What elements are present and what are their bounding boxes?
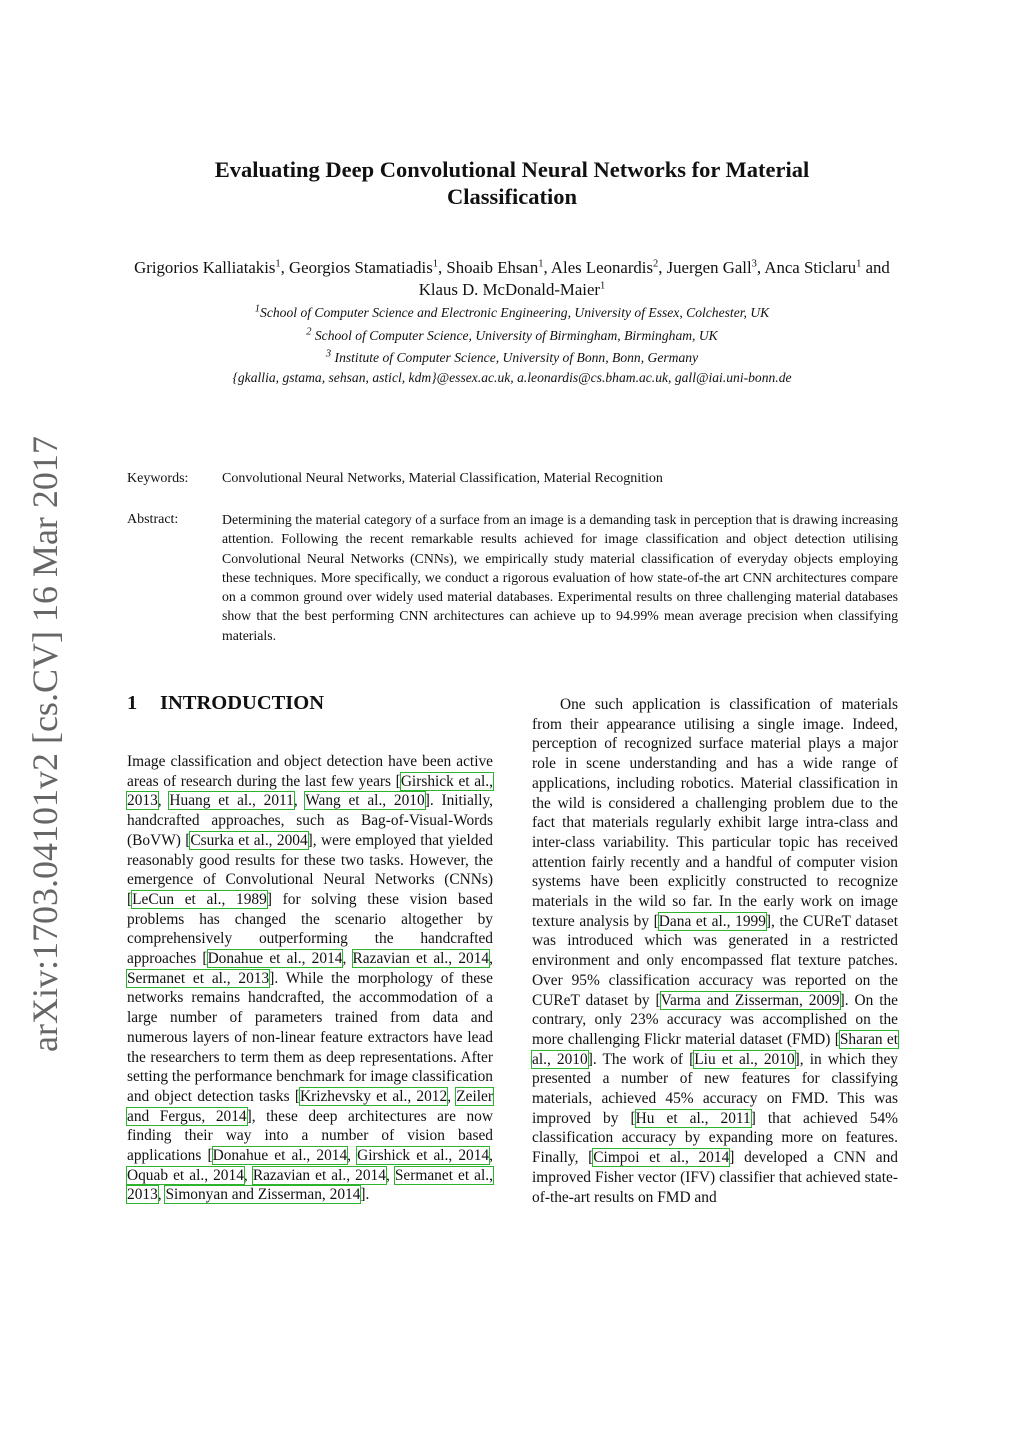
text-run: Image classification and object detection have been active areas of research during the last few years [: [127, 753, 493, 790]
author-name: , Anca Sticlaru: [756, 258, 857, 277]
text-run: ,: [385, 1166, 395, 1184]
author-name: , Ales Leonardis: [543, 258, 653, 277]
citation-link[interactable]: Girshick et al., 2013: [127, 772, 493, 810]
affiliation-2: [118, 327, 906, 345]
text-run: ], in which they presented a number of new features for classifying materials, achieved 45% accuracy on FMD. This was improved by [: [532, 1050, 898, 1127]
citation-link[interactable]: Wang et al., 2010: [305, 792, 425, 810]
citation-link[interactable]: Donahue et al., 2014: [207, 950, 343, 968]
paragraph: [127, 752, 493, 1205]
affiliation-text: School of Computer Science, University of Birmingham, Birmingham, UK: [311, 328, 718, 343]
citation-link[interactable]: Liu et al., 2010: [694, 1050, 795, 1068]
text-run: ,: [342, 950, 353, 968]
intro-column-left: [127, 724, 493, 1205]
text-run: ,: [243, 1166, 253, 1184]
citation-link[interactable]: Cimpoi et al., 2014: [593, 1149, 730, 1167]
text-run: ] that achieved 54% classification accuracy by expanding more on features. Finally, [: [532, 1109, 898, 1167]
author-affiliation-mark: 1: [432, 258, 438, 270]
affiliation-mark: 3: [325, 348, 332, 360]
text-run: ,: [489, 1147, 493, 1165]
citation-link[interactable]: Csurka et al., 2004: [190, 831, 308, 849]
citation-link[interactable]: Zeiler and Fergus, 2014: [127, 1087, 494, 1125]
abstract-label: Abstract:: [127, 512, 179, 527]
citation-link[interactable]: Dana et al., 1999: [658, 912, 766, 930]
text-run: ], the CUReT dataset was introduced which was generated in a restricted environment and only encompassed flat texture patches. Over 95% classification accuracy was reported on the CUReT dataset by [: [532, 912, 898, 1009]
citation-link[interactable]: Krizhevsky et al., 2012: [299, 1087, 448, 1105]
affiliation-3: [118, 349, 906, 367]
author-name: Grigorios Kalliatakis: [134, 258, 276, 277]
citation-link[interactable]: Oquab et al., 2014: [127, 1166, 244, 1184]
text-run: ], these deep architectures are now finding their way into a number of vision based applications [: [127, 1107, 493, 1165]
arxiv-identifier: arXiv:1703.04101v2 [cs.CV] 16 Mar 2017: [25, 436, 65, 1052]
affiliation-mark: 1: [254, 303, 261, 315]
text-run: ,: [447, 1087, 457, 1105]
text-run: ].: [360, 1186, 370, 1204]
citation-link[interactable]: Razavian et al., 2014: [252, 1166, 386, 1184]
section-heading: [127, 690, 324, 716]
text-run: ]. While the morphology of these networks remains handcrafted, the accommodation of a large number of parameters trained from data and numerous layers of non-linear feature extractors have lead the researchers to term them as deep representations. After setting the performance benchmark for image classification and object detection tasks [: [127, 969, 493, 1105]
author-affiliation-mark: 1: [856, 258, 862, 270]
author-affiliation-mark: 1: [275, 258, 281, 270]
text-run: ] developed a CNN and improved Fisher vector (IFV) classifier that achieved state-of-the-art results on FMD and: [532, 1149, 899, 1206]
paper-title: Evaluating Deep Convolutional Neural Networks for Material Classification: [214, 157, 810, 209]
keywords-text: Convolutional Neural Networks, Material Classification, Material Recognition: [222, 471, 663, 486]
text-run: ,: [293, 792, 306, 810]
citation-link[interactable]: Varma and Zisserman, 2009: [660, 991, 840, 1009]
citation-link[interactable]: Razavian et al., 2014: [352, 950, 490, 968]
text-run: ], were employed that yielded reasonably good results for these two tasks. However, the emergence of Convolutional Neural Networks (CNNs) [: [127, 831, 493, 908]
citation-link[interactable]: Donahue et al., 2014: [212, 1147, 348, 1165]
text-run: ] for solving these vision based problems has changed the scenario altogether by comprehensively outperforming the handcrafted approaches [: [127, 890, 493, 968]
text-run: ,: [347, 1147, 358, 1165]
citation-link[interactable]: Sermanet et al., 2013: [127, 969, 270, 987]
citation-link[interactable]: Sermanet et al., 2013: [127, 1166, 493, 1204]
text-run: ]. On the contrary, only 23% accuracy was accomplished on the more challenging Flickr material dataset (FMD) [: [532, 991, 899, 1048]
abstract-text: Determining the material category of a surface from an image is a demanding task in perception that is drawing increasing attention. Following the recent remarkable results achieved for image classification and object detection utilising Convolutional Neural Networks (CNNs), we empirically study material classification of everyday objects employing these techniques. More specifically, we conduct a rigorous evaluation of how state-of-the art CNN architectures compare on a common ground over widely used material databases. Experimental results on three challenging material databases show that the best performing CNN architectures can achieve up to 94.99% mean average precision when classifying materials.: [222, 512, 898, 643]
affiliation-text: School of Computer Science and Electronic Engineering, University of Essex, Colchester, UK: [260, 305, 770, 320]
author-affiliation-mark: 2: [653, 258, 659, 270]
author-name: , Juergen Gall: [658, 258, 752, 277]
text-run: ,: [157, 1186, 166, 1204]
affiliation-text: Institute of Computer Science, University of Bonn, Bonn, Germany: [331, 350, 699, 365]
paragraph: [532, 695, 898, 1207]
citation-link[interactable]: Huang et al., 2011: [169, 792, 294, 810]
affiliation-1: [118, 304, 906, 322]
author-affiliation-mark: 1: [600, 280, 606, 292]
keywords-label: Keywords:: [127, 471, 189, 486]
citation-link[interactable]: Hu et al., 2011: [635, 1109, 751, 1127]
author-list: [118, 257, 906, 301]
author-affiliation-mark: 3: [751, 258, 757, 270]
author-name: and Klaus D. McDonald-Maier: [418, 258, 890, 299]
author-affiliation-mark: 1: [538, 258, 544, 270]
email-addresses: {gkallia, gstama, sehsan, asticl, kdm}@essex.ac.uk, a.leonardis@cs.bham.ac.uk, gall@iai.uni-bonn.de: [232, 370, 792, 385]
citation-link[interactable]: Simonyan and Zisserman, 2014: [165, 1186, 361, 1204]
citation-link[interactable]: LeCun et al., 1989: [132, 890, 267, 908]
text-run: ]. Initially, handcrafted approaches, such as Bag-of-Visual-Words (BoVW) [: [127, 792, 494, 849]
text-run: ,: [157, 792, 170, 810]
text-run: ]. The work of [: [587, 1050, 695, 1068]
citation-link[interactable]: Girshick et al., 2014: [357, 1147, 490, 1165]
citation-link[interactable]: Sharan et al., 2010: [532, 1030, 899, 1068]
section-number: 1: [127, 692, 138, 714]
text-run: One such application is classification of materials from their appearance utilising a single image. Indeed, perception of recognized surface material plays a major role in scene understanding and has a wide range of applications, including robotics. Material classification in the wild is considered a challenging problem due to the fact that materials regularly exhibit large intra-class and inter-class variability. This particular topic has received attention fairly recently and a handful of computer vision systems have been explicitly constructed to recognize materials in the wild so far. In the early work on image texture analysis by [: [532, 696, 898, 930]
intro-column-right: [532, 695, 898, 1207]
author-name: , Georgios Stamatiadis: [280, 258, 433, 277]
affiliation-mark: 2: [306, 326, 312, 338]
author-name: , Shoaib Ehsan: [438, 258, 539, 277]
text-run: ,: [489, 950, 493, 968]
section-title: INTRODUCTION: [160, 692, 325, 714]
